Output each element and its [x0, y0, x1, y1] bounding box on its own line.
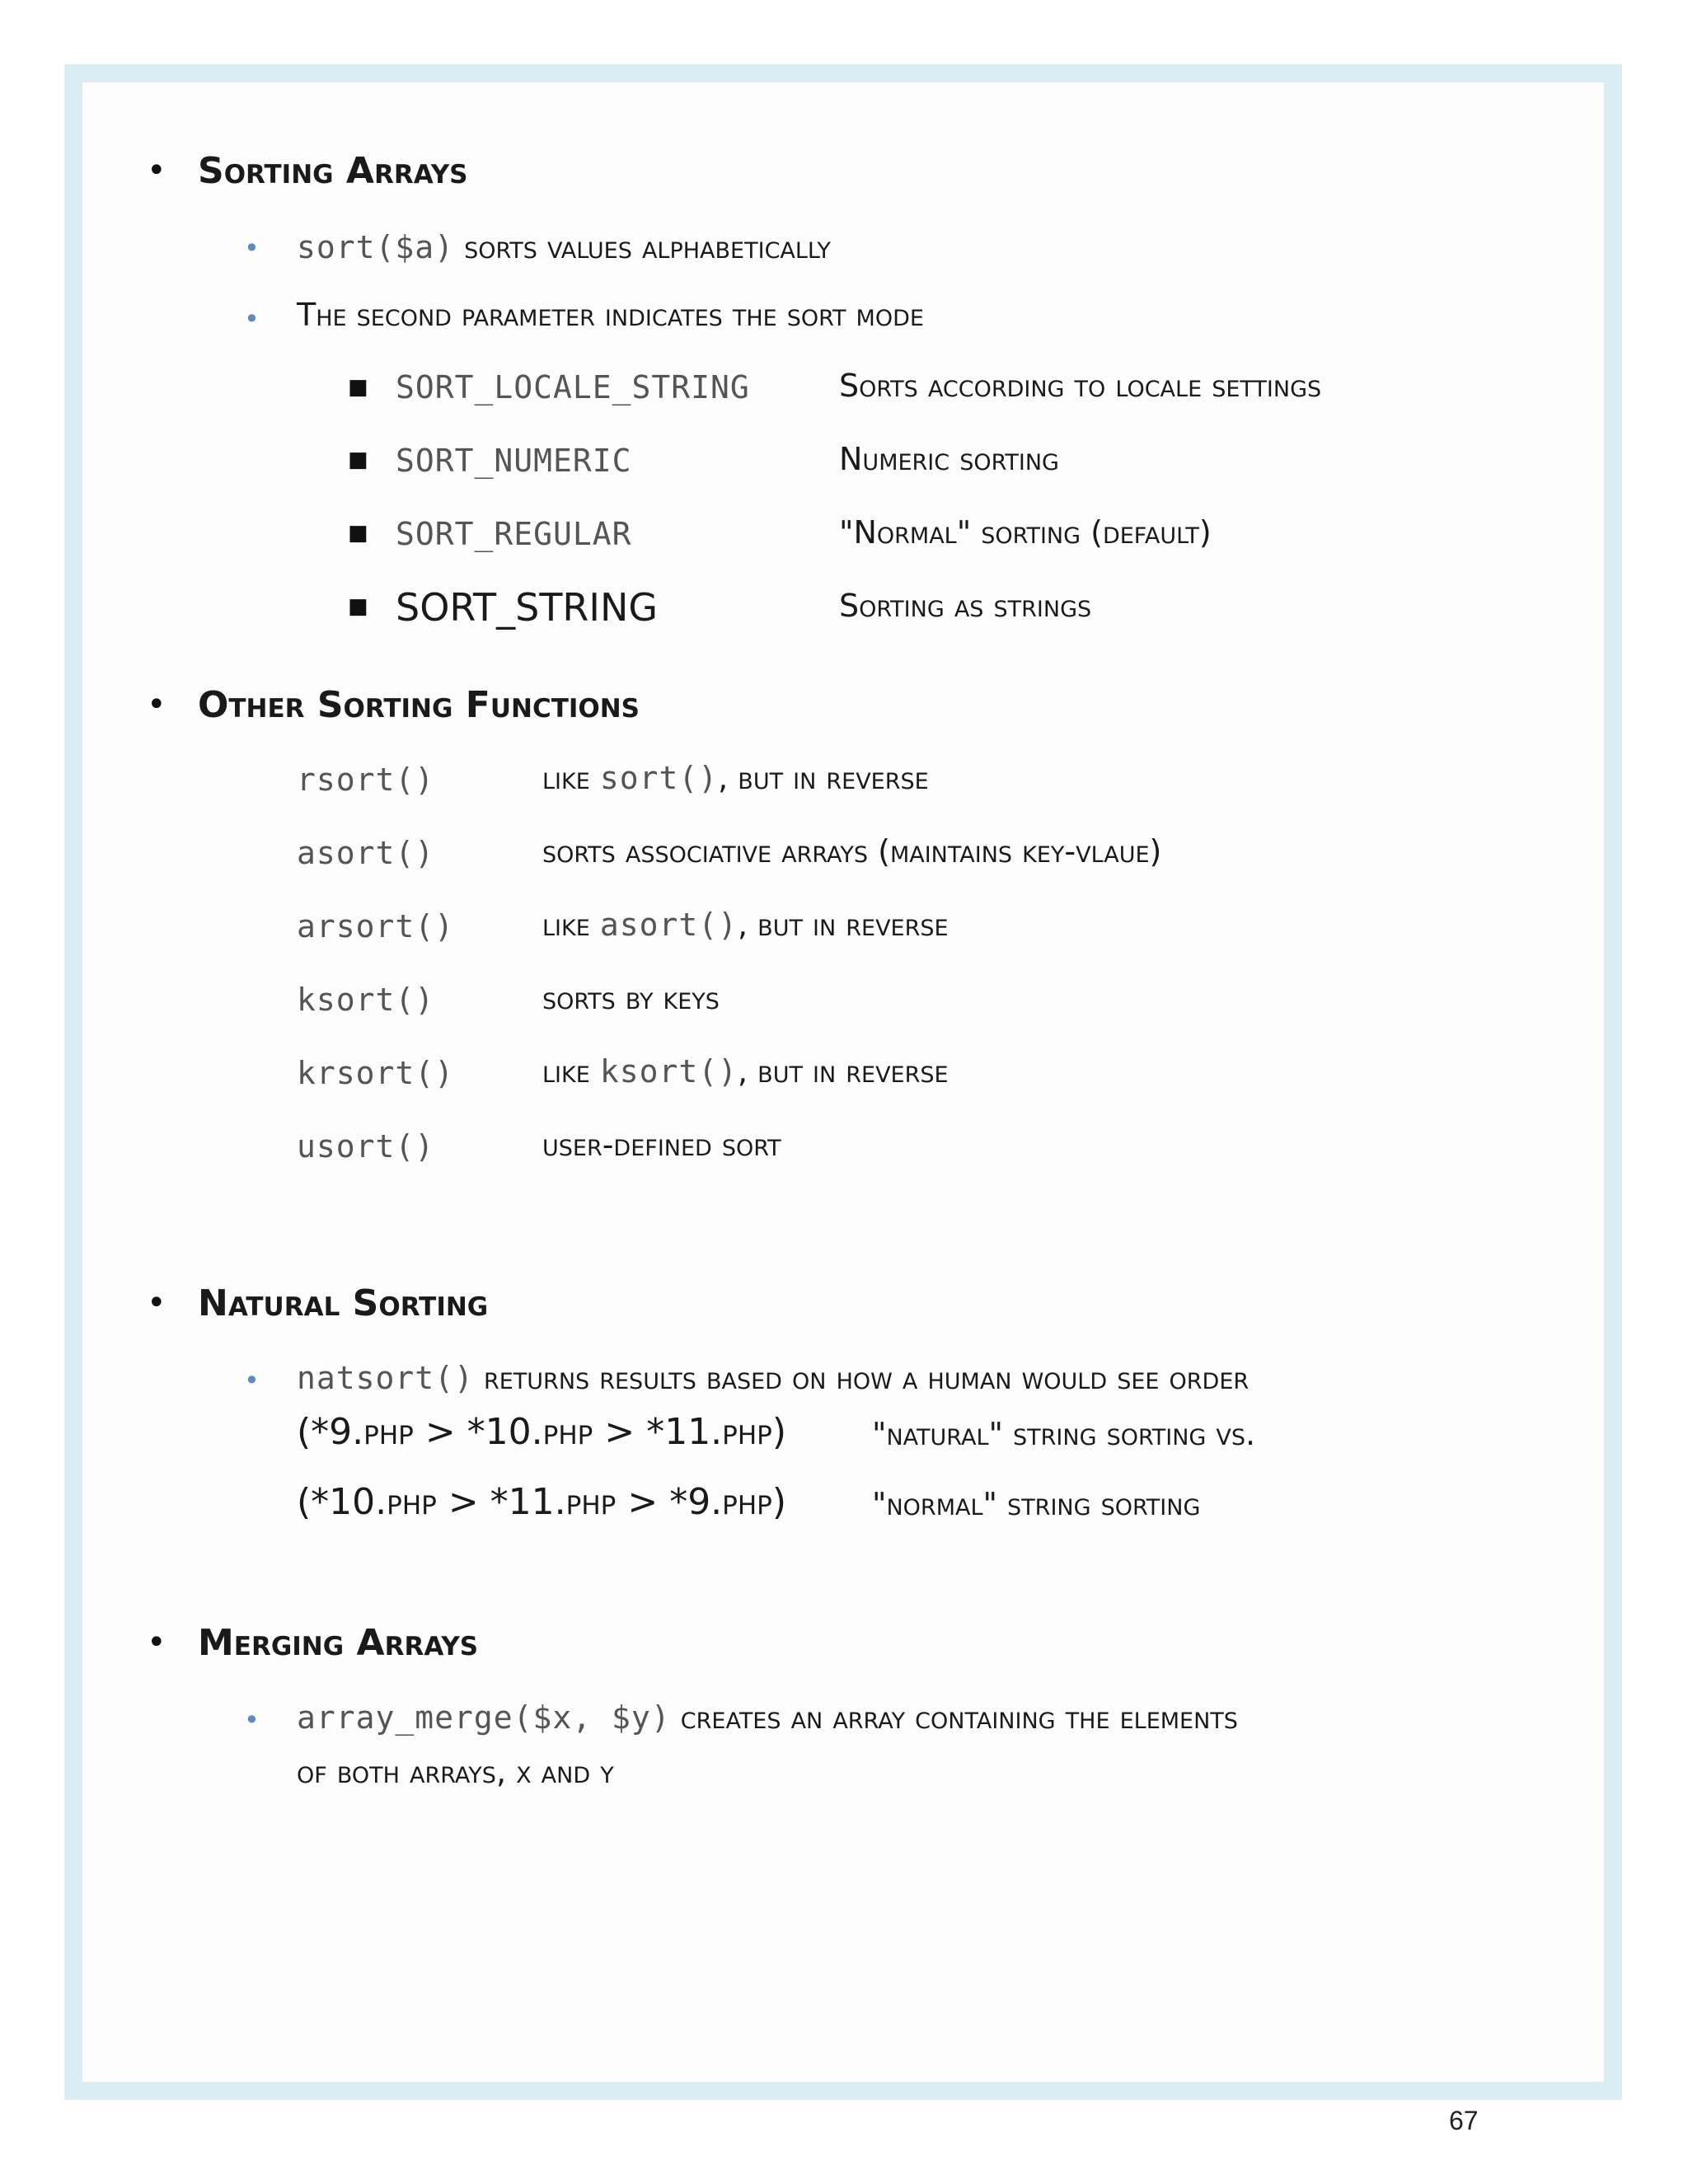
bullet: • [244, 1365, 260, 1396]
function-name: usort() [297, 1128, 435, 1165]
function-desc: sorts associative arrays (maintains key-vlaue) [542, 833, 1162, 869]
sort-mode-desc: Numeric sorting [839, 441, 1059, 477]
function-name: krsort() [297, 1055, 455, 1091]
bullet: ■ [348, 375, 368, 400]
sort-mode-intro: The second parameter indicates the sort mode [297, 297, 924, 333]
function-desc: sorts by keys [542, 980, 720, 1016]
sort-mode-name: SORT_NUMERIC [396, 443, 632, 479]
natsort-desc: natsort() returns results based on how a human would see order [297, 1360, 1250, 1396]
bullet: • [147, 152, 166, 190]
bullet: • [147, 1624, 166, 1661]
sort-mode-desc: "Normal" sorting (default) [839, 514, 1212, 551]
sort-mode-name: SORT_STRING [396, 585, 659, 630]
sort-mode-desc: Sorts according to locale settings [839, 368, 1322, 404]
section-heading-sorting: Sorting Arrays [198, 150, 468, 192]
bullet: • [147, 686, 166, 724]
natural-order-expr: (*9.php > *10.php > *11.php) [297, 1411, 787, 1453]
section-heading-natural: Natural Sorting [198, 1282, 489, 1324]
sort-mode-name: SORT_LOCALE_STRING [396, 369, 750, 405]
function-desc: like asort(), but in reverse [542, 907, 949, 943]
bullet: • [147, 1284, 166, 1322]
bullet: • [244, 1704, 260, 1736]
function-name: ksort() [297, 982, 435, 1018]
function-desc: like ksort(), but in reverse [542, 1053, 949, 1090]
bullet: • [244, 303, 260, 335]
function-name: rsort() [297, 762, 435, 798]
function-desc: like sort(), but in reverse [542, 760, 929, 796]
section-heading-merging: Merging Arrays [198, 1622, 479, 1664]
function-name: asort() [297, 835, 435, 871]
bullet: • [244, 232, 260, 264]
bullet: ■ [348, 448, 368, 472]
sort-item: sort($a) sorts values alphabetically [297, 229, 831, 265]
function-desc: user-defined sort [542, 1127, 781, 1163]
function-name: arsort() [297, 908, 455, 944]
array-merge-desc: array_merge($x, $y) creates an array containing the elements [297, 1699, 1238, 1736]
array-merge-desc-cont: of both arrays, x and y [297, 1754, 614, 1790]
section-heading-other: Other Sorting Functions [198, 684, 640, 726]
natural-order-label: "natural" string sorting vs. [872, 1416, 1256, 1452]
bullet: ■ [348, 594, 368, 619]
page-number: 67 [1449, 2106, 1479, 2135]
bullet: ■ [348, 521, 368, 546]
sort-mode-name: SORT_REGULAR [396, 516, 632, 552]
sort-mode-desc: Sorting as strings [839, 588, 1092, 624]
normal-order-expr: (*10.php > *11.php > *9.php) [297, 1481, 787, 1523]
normal-order-label: "normal" string sorting [872, 1486, 1201, 1522]
